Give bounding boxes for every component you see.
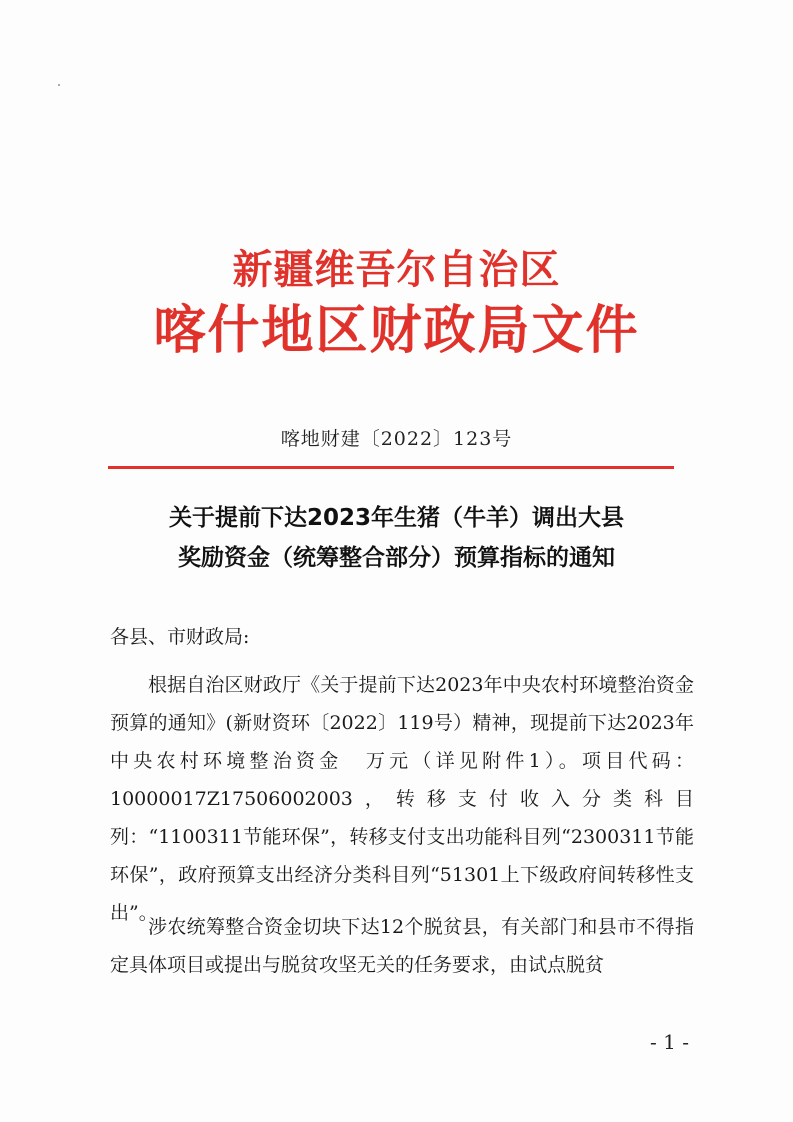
- paragraph-2: 涉农统筹整合资金切块下达12个脱贫县，有关部门和县市不得指定具体项目或提出与脱贫攻坚无关的任务要求，由试点脱贫: [110, 916, 694, 976]
- title-line-1: 关于提前下达2023年生猪（牛羊）调出大县: [168, 505, 624, 531]
- document-number: 喀地财建〔2022〕123号: [280, 428, 513, 450]
- header-region: 新疆维吾尔自治区: [232, 247, 561, 293]
- document-title: [90, 498, 703, 578]
- salutation: 各县、市财政局:: [110, 626, 250, 648]
- scan-speck: [58, 84, 60, 86]
- page-number: - 1 -: [650, 1030, 689, 1054]
- red-divider-line: [108, 466, 674, 469]
- header-office: 喀什地区财政局文件: [153, 301, 640, 361]
- paragraph-1: 根据自治区财政厅《关于提前下达2023年中央农村环境整治资金预算的通知》(新财资环〔2022〕119号）精神，现提前下达2023年中央农村环境整治资金 万元（详见附件1）。项目代码：10000017Z17506002003，转移支付收入分类科目列：“1100311节能环保”，转移支付支出功能科目列“2300311节能环保”，政府预算支出经济分类科目列“51301上下级政府间转移性支出”。: [110, 674, 694, 924]
- title-line-2: 奖励资金（统筹整合部分）预算指标的通知: [178, 545, 615, 571]
